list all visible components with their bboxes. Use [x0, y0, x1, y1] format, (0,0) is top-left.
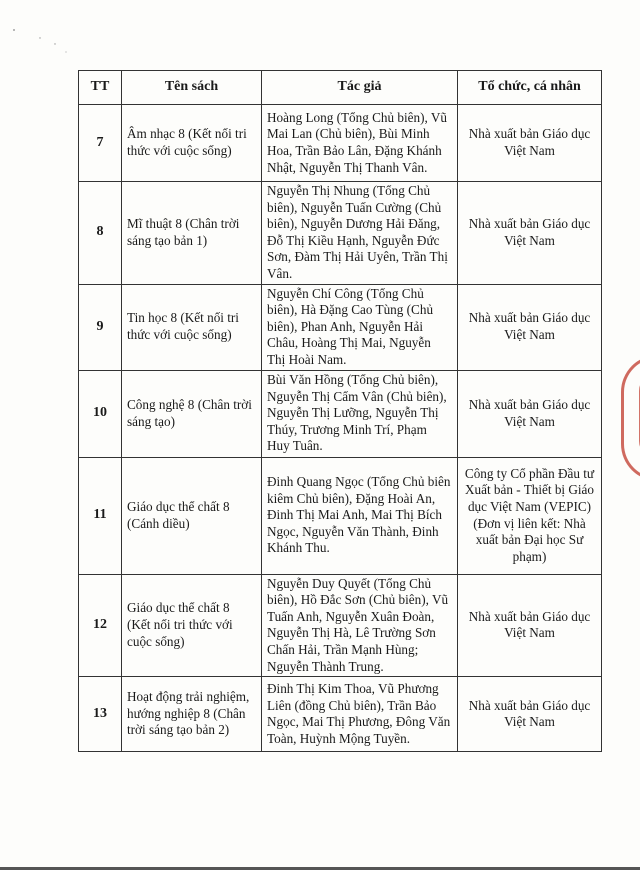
table-row: [79, 182, 602, 285]
header-book-title: Tên sách: [122, 71, 262, 105]
table-row: [79, 105, 602, 182]
row-number: 9: [79, 284, 122, 370]
table-header-row: [79, 71, 602, 105]
book-title: Hoạt động trải nghiệm, hướng nghiệp 8 (Chân trời sáng tạo bản 2): [122, 677, 262, 752]
book-title: Tin học 8 (Kết nối tri thức với cuộc sống): [122, 284, 262, 370]
row-number: 13: [79, 677, 122, 752]
scan-specks: [0, 0, 80, 60]
table-row: [79, 370, 602, 457]
book-authors: Bùi Văn Hồng (Tổng Chủ biên), Nguyễn Thị Cẩm Vân (Chủ biên), Nguyễn Thị Lưỡng, Nguyễn Thị Thúy, Trương Minh Trí, Phạm Huy Tuân.: [262, 370, 458, 457]
row-number: 8: [79, 182, 122, 285]
book-authors: Nguyễn Chí Công (Tổng Chủ biên), Hà Đặng Cao Tùng (Chủ biên), Phan Anh, Nguyễn Hải Châu, Hoàng Thị Mai, Nguyễn Thị Hoài Nam.: [262, 284, 458, 370]
book-publisher: Nhà xuất bản Giáo dục Việt Nam: [458, 677, 602, 752]
header-author: Tác giả: [262, 71, 458, 105]
textbook-table: [78, 70, 602, 752]
row-number: 12: [79, 574, 122, 677]
book-authors: Nguyễn Thị Nhung (Tổng Chủ biên), Nguyễn Tuấn Cường (Chủ biên), Nguyễn Dương Hải Đăng, Đỗ Thị Kiều Hạnh, Nguyễn Đức Sơn, Đàm Thị Hải Uyên, Trần Thị Vân.: [262, 182, 458, 285]
red-seal-stamp: [621, 355, 640, 481]
table-row: [79, 574, 602, 677]
book-publisher: Nhà xuất bản Giáo dục Việt Nam: [458, 284, 602, 370]
book-title: Giáo dục thể chất 8 (Cánh diều): [122, 457, 262, 574]
book-authors: Hoàng Long (Tổng Chủ biên), Vũ Mai Lan (Chủ biên), Bùi Minh Hoa, Trần Bảo Lân, Đặng Khánh Nhật, Nguyễn Thị Thanh Vân.: [262, 105, 458, 182]
book-authors: Đinh Thị Kim Thoa, Vũ Phương Liên (đồng Chủ biên), Trần Bảo Ngọc, Mai Thị Phương, Đông Văn Toàn, Huỳnh Mộng Tuyền.: [262, 677, 458, 752]
table-row: [79, 457, 602, 574]
book-publisher: Nhà xuất bản Giáo dục Việt Nam: [458, 182, 602, 285]
book-publisher: Nhà xuất bản Giáo dục Việt Nam: [458, 370, 602, 457]
header-tt: TT: [79, 71, 122, 105]
book-authors: Nguyễn Duy Quyết (Tổng Chủ biên), Hồ Đắc Sơn (Chủ biên), Vũ Tuấn Anh, Nguyễn Xuân Đoàn, Nguyễn Thị Hà, Lê Trường Sơn Chấn Hải, Trần Mạnh Hùng; Nguyễn Thành Trung.: [262, 574, 458, 677]
book-title: Mĩ thuật 8 (Chân trời sáng tạo bản 1): [122, 182, 262, 285]
book-title: Công nghệ 8 (Chân trời sáng tạo): [122, 370, 262, 457]
book-title: Âm nhạc 8 (Kết nối tri thức với cuộc sống): [122, 105, 262, 182]
table-row: [79, 677, 602, 752]
row-number: 11: [79, 457, 122, 574]
book-publisher: Nhà xuất bản Giáo dục Việt Nam: [458, 574, 602, 677]
header-organization: Tổ chức, cá nhân: [458, 71, 602, 105]
book-publisher: Công ty Cổ phần Đầu tư Xuất bản - Thiết bị Giáo dục Việt Nam (VEPIC) (Đơn vị liên kết: Nhà xuất bản Đại học Sư phạm): [458, 457, 602, 574]
book-title: Giáo dục thể chất 8 (Kết nối tri thức với cuộc sống): [122, 574, 262, 677]
book-publisher: Nhà xuất bản Giáo dục Việt Nam: [458, 105, 602, 182]
book-authors: Đinh Quang Ngọc (Tổng Chủ biên kiêm Chủ biên), Đặng Hoài An, Đinh Thị Mai Anh, Mai Thị Bích Ngọc, Nguyễn Văn Thành, Đinh Khánh Thu.: [262, 457, 458, 574]
row-number: 7: [79, 105, 122, 182]
row-number: 10: [79, 370, 122, 457]
table-row: [79, 284, 602, 370]
